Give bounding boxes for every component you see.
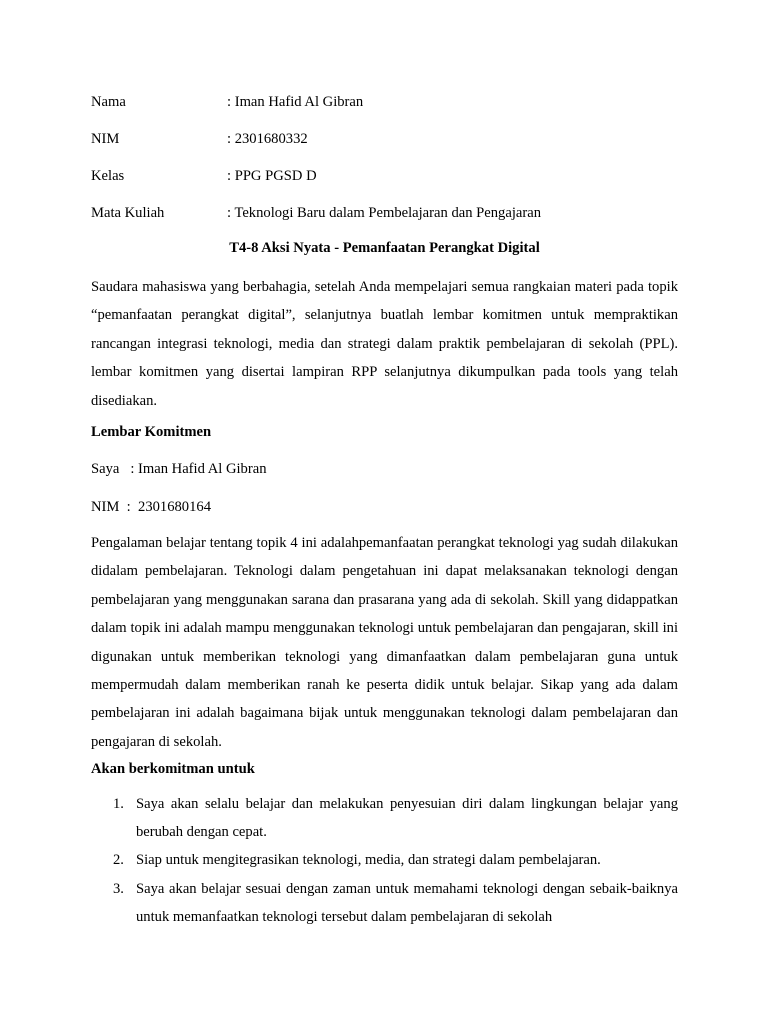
- list-text: Saya akan selalu belajar dan melakukan penyesuian diri dalam lingkungan belajar yang berubah dengan cepat.: [136, 796, 678, 841]
- nim-row: [91, 129, 678, 149]
- pledge-list: [91, 790, 678, 931]
- list-number: 2.: [113, 852, 124, 869]
- intro-paragraph: Saudara mahasiswa yang berbahagia, setelah Anda mempelajari semua rangkaian materi pada topik “pemanfaatan perangkat digital”, selanjutnya buatlah lembar komitmen untuk mempraktikan rancangan integrasi teknologi, media dan strategi dalam praktik pembelajaran di sekolah (PPL). lembar komitmen yang disertai lampiran RPP selanjutnya dikumpulkan pada tools yang telah disediakan.: [91, 279, 678, 409]
- list-number: 1.: [113, 796, 124, 812]
- pledge-heading: Akan berkomitman untuk: [91, 761, 255, 777]
- experience-paragraph: Pengalaman belajar tentang topik 4 ini adalahpemanfaatan perangkat teknologi yag sudah dilakukan didalam pembelajaran. Teknologi dalam pengetahuan ini dapat melaksanakan teknologi dengan pembelajaran yang menggunakan sarana dan prasarana yang ada di sekolah. Skill yang didappatkan dalam topik ini adalah mampu menggunakan teknologi untuk pembelajaran dan pengajaran, skill ini digunakan untuk memberikan teknologi yang dimanfaatkan dalam pembelajaran guna untuk mempermudah dalam memberikan ranah ke peserta didik untuk belajar. Sikap yang ada dalam pembelajaran ini adalah bagaimana bijak untuk menggunakan teknologi dalam pembelajaran dan pengajaran di sekolah.: [91, 535, 678, 750]
- class-label: Kelas: [91, 168, 125, 184]
- class-value: : PPG PGSD D: [227, 168, 317, 184]
- list-text: Saya akan belajar sesuai dengan zaman untuk memahami teknologi dengan sebaik-baiknya untuk memanfaatkan teknologi tersebut dalam pembelajaran di sekolah: [136, 880, 678, 925]
- course-row: [91, 203, 678, 223]
- commitment-name-row: Saya : Iman Hafid Al Gibran: [91, 461, 267, 477]
- list-item: [91, 846, 678, 874]
- list-number: 3.: [113, 880, 124, 897]
- name-row: [91, 92, 678, 112]
- list-item: [91, 790, 678, 846]
- name-label: Nama: [91, 94, 126, 110]
- nim-label: NIM: [91, 131, 120, 147]
- document-title: T4-8 Aksi Nyata - Pemanfaatan Perangkat Digital: [229, 240, 540, 256]
- course-label: Mata Kuliah: [91, 205, 165, 221]
- name-value: : Iman Hafid Al Gibran: [227, 94, 364, 110]
- commitment-nim-row: NIM : 2301680164: [91, 499, 211, 515]
- list-text: Siap untuk mengitegrasikan teknologi, media, dan strategi dalam pembelajaran.: [136, 852, 601, 869]
- course-value: : Teknologi Baru dalam Pembelajaran dan Pengajaran: [227, 205, 541, 221]
- list-item: [91, 875, 678, 931]
- nim-value: : 2301680332: [227, 131, 308, 147]
- commitment-heading: Lembar Komitmen: [91, 424, 212, 440]
- class-row: [91, 166, 678, 186]
